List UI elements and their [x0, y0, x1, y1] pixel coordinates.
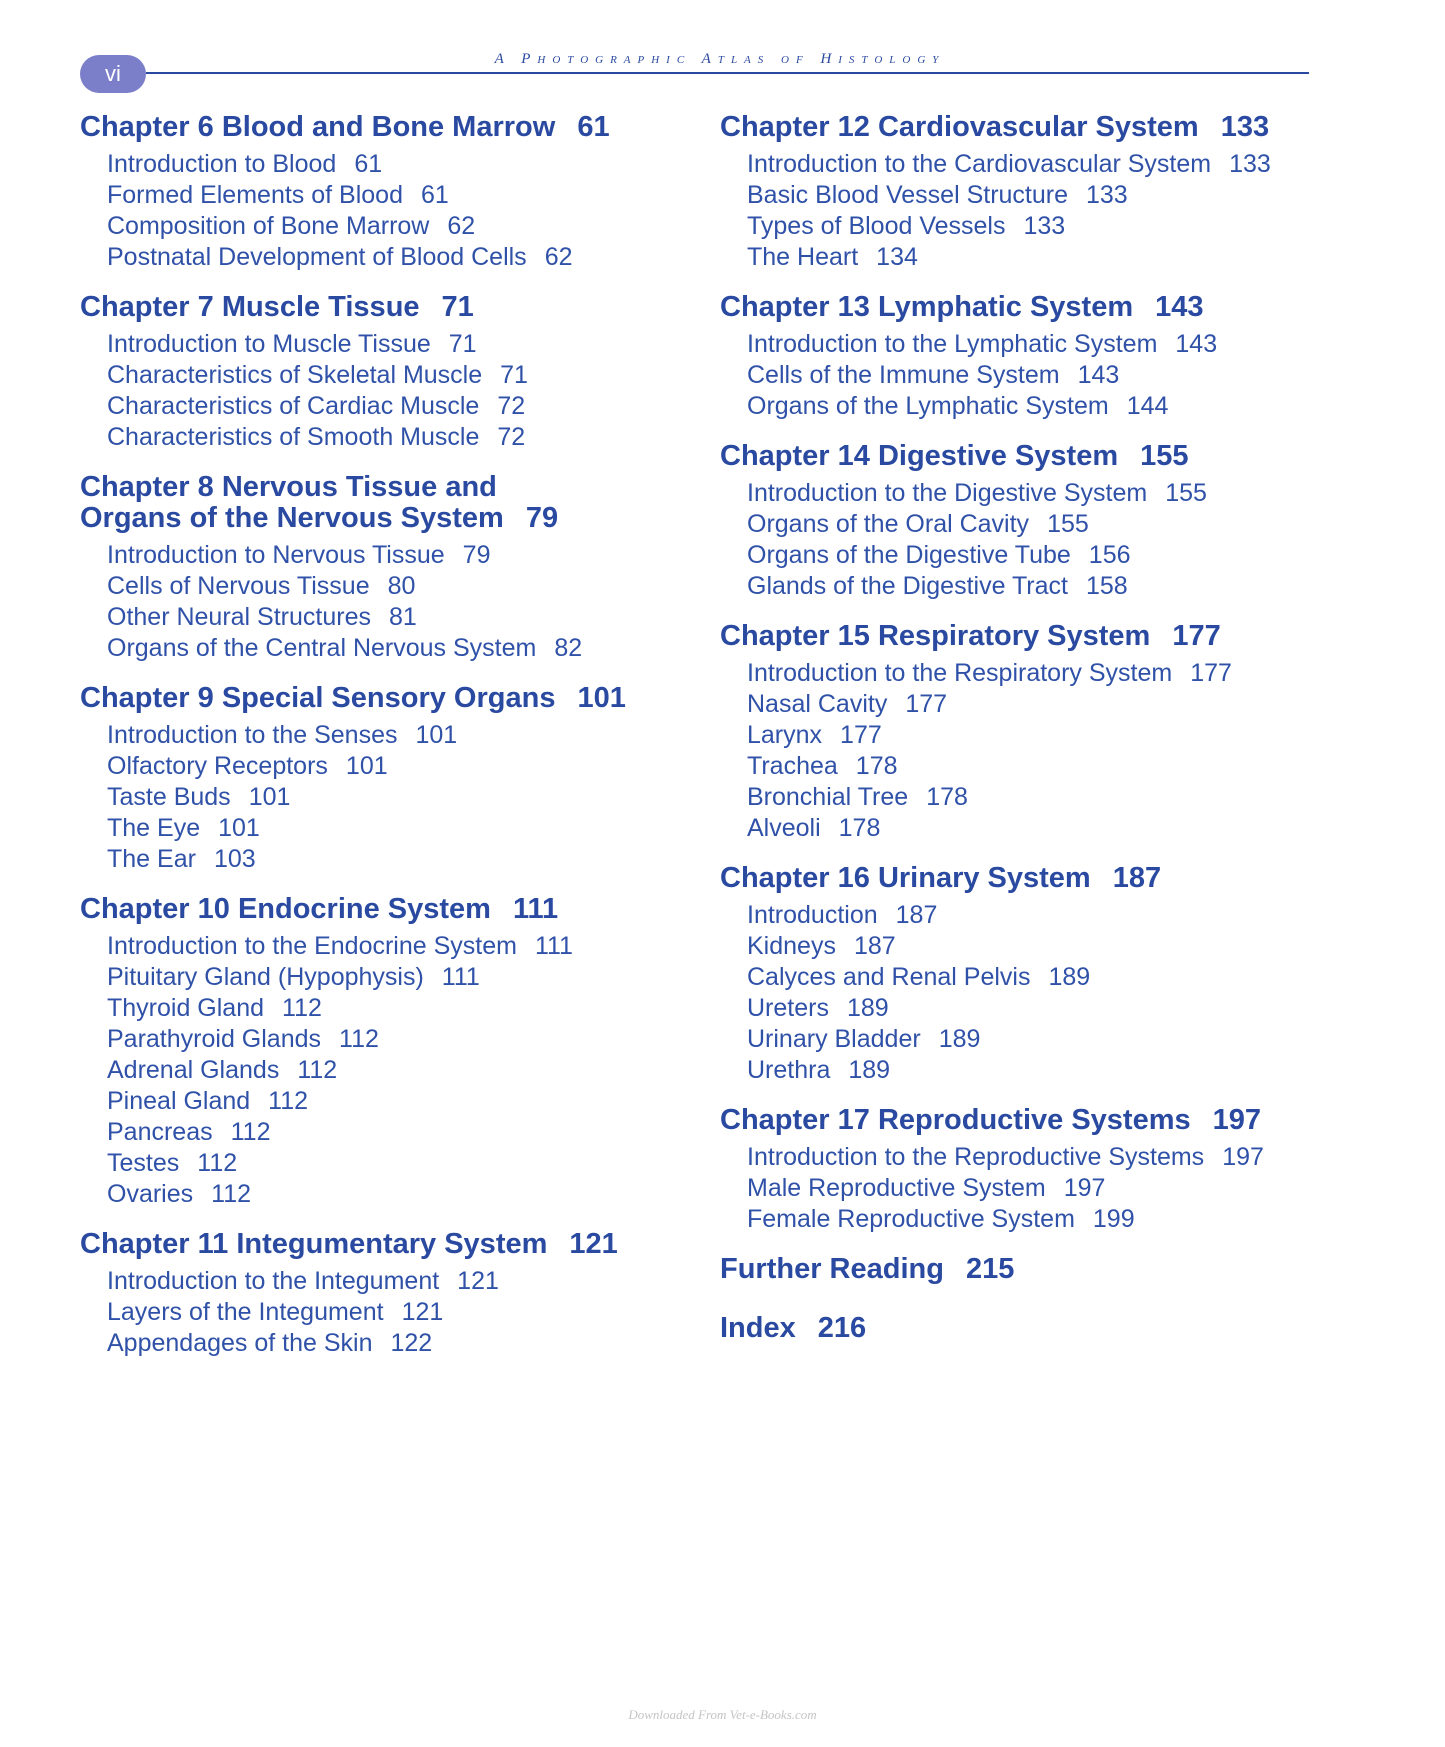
entry-label: Organs of the Digestive Tube — [747, 541, 1071, 569]
toc-entry[interactable] — [107, 931, 690, 962]
toc-entry[interactable] — [107, 1024, 690, 1055]
entry-label: Introduction to the Lymphatic System — [747, 330, 1158, 358]
header-rule — [146, 72, 1309, 74]
toc-entry[interactable] — [747, 242, 1340, 273]
entry-label: Characteristics of Smooth Muscle — [107, 423, 480, 451]
toc-entry[interactable] — [747, 540, 1340, 571]
toc-chapter — [720, 1105, 1340, 1235]
entry-label: Types of Blood Vessels — [747, 212, 1006, 240]
toc-entry[interactable] — [107, 993, 690, 1024]
entry-page: 155 — [1165, 479, 1207, 507]
chapter-page: 155 — [1140, 440, 1189, 472]
chapter-page: 121 — [569, 1228, 618, 1260]
entry-label: Introduction to the Cardiovascular System — [747, 150, 1212, 178]
entry-page: 112 — [282, 994, 322, 1022]
toc-entry[interactable] — [747, 1024, 1340, 1055]
toc-entry[interactable] — [747, 1055, 1340, 1086]
entry-page: 71 — [448, 330, 477, 358]
chapter-title[interactable] — [80, 292, 690, 323]
toc-chapter — [80, 292, 690, 453]
entry-page: 197 — [1222, 1143, 1264, 1171]
entry-page: 112 — [197, 1149, 238, 1177]
entry-label: Organs of the Oral Cavity — [747, 510, 1030, 538]
toc-entry[interactable] — [107, 844, 690, 875]
toc-chapter — [720, 441, 1340, 602]
entry-label: Thyroid Gland — [107, 994, 265, 1022]
page-number-badge: vi — [80, 55, 146, 93]
entry-label: Introduction to the Senses — [107, 721, 398, 749]
chapter-title-text: Chapter 15 Respiratory System — [720, 620, 1151, 652]
entry-page: 189 — [848, 1056, 891, 1084]
toc-left-column — [80, 112, 690, 1378]
toc-index[interactable] — [720, 1313, 1340, 1344]
toc-entry[interactable] — [107, 1117, 690, 1148]
toc-entry[interactable] — [107, 1266, 690, 1297]
toc-entry[interactable] — [107, 1055, 690, 1086]
toc-entry[interactable] — [747, 658, 1340, 689]
toc-entry[interactable] — [747, 931, 1340, 962]
entry-page: 156 — [1088, 541, 1131, 569]
chapter-title-text: Organs of the Nervous System — [80, 502, 504, 534]
entry-label: Introduction to Muscle Tissue — [107, 330, 431, 358]
entry-label: Testes — [107, 1149, 180, 1177]
entry-label: Parathyroid Glands — [107, 1025, 322, 1053]
chapter-title-text: Chapter 16 Urinary System — [720, 862, 1091, 894]
toc-chapter — [80, 112, 690, 273]
toc-entry[interactable] — [107, 540, 690, 571]
entry-label: Cells of Nervous Tissue — [107, 572, 370, 600]
entry-label: Cells of the Immune System — [747, 361, 1060, 389]
chapter-title-text: Chapter 17 Reproductive Systems — [720, 1104, 1191, 1136]
entry-label: Male Reproductive System — [747, 1174, 1046, 1202]
entry-label: Nasal Cavity — [747, 690, 888, 718]
entry-page: 112 — [230, 1118, 271, 1146]
entry-page: 178 — [855, 752, 898, 780]
entry-page: 112 — [268, 1087, 309, 1115]
entry-page: 61 — [420, 181, 449, 209]
chapter-title-text: Chapter 7 Muscle Tissue — [80, 291, 420, 323]
watermark: Downloaded From Vet-e-Books.com — [628, 1707, 817, 1722]
entry-page: 133 — [1023, 212, 1066, 240]
chapter-title-text: Chapter 11 Integumentary System — [80, 1228, 548, 1260]
chapter-title[interactable] — [720, 863, 1340, 894]
entry-page: 177 — [840, 721, 882, 749]
entry-label: Introduction to the Integument — [107, 1267, 440, 1295]
chapter-title[interactable] — [720, 292, 1340, 323]
chapter-title[interactable] — [720, 621, 1340, 652]
entry-page: 82 — [554, 634, 583, 662]
entry-label: Olfactory Receptors — [107, 752, 328, 780]
toc-entry[interactable] — [107, 1328, 690, 1359]
right-chapters — [720, 112, 1340, 1235]
entry-page: 187 — [853, 932, 896, 960]
entry-label: Larynx — [747, 721, 823, 749]
chapter-title-text: Chapter 13 Lymphatic System — [720, 291, 1134, 323]
entry-label: Adrenal Glands — [107, 1056, 280, 1084]
entry-page: 72 — [497, 423, 526, 451]
further-reading-label: Further Reading — [720, 1253, 944, 1285]
entry-label: Characteristics of Cardiac Muscle — [107, 392, 480, 420]
entry-page: 112 — [211, 1180, 251, 1208]
chapter-title-line[interactable]: Chapter 8 Nervous Tissue and — [80, 471, 497, 503]
chapter-page: 71 — [441, 291, 474, 323]
toc-entry[interactable] — [747, 1173, 1340, 1204]
entry-page: 133 — [1229, 150, 1271, 178]
toc-entry[interactable] — [107, 962, 690, 993]
entry-label: Trachea — [747, 752, 838, 780]
toc-chapter — [80, 683, 690, 875]
chapter-page: 133 — [1220, 111, 1270, 143]
toc-entry[interactable] — [747, 993, 1340, 1024]
toc-chapter — [720, 112, 1340, 273]
entry-page: 189 — [938, 1025, 981, 1053]
toc-chapter — [80, 894, 690, 1210]
entry-label: The Eye — [107, 814, 201, 842]
toc-chapter — [80, 472, 690, 664]
entry-page: 79 — [462, 541, 491, 569]
entry-page: 111 — [534, 932, 573, 960]
entry-label: Introduction to the Digestive System — [747, 479, 1148, 507]
chapter-title[interactable] — [80, 683, 690, 714]
entry-page: 178 — [838, 814, 881, 842]
toc-entry[interactable] — [747, 360, 1340, 391]
entry-page: 189 — [846, 994, 889, 1022]
toc-entry[interactable] — [747, 813, 1340, 844]
toc-entry[interactable] — [107, 391, 690, 422]
entry-label: Pituitary Gland (Hypophysis) — [107, 963, 424, 991]
toc-entry[interactable] — [747, 782, 1340, 813]
toc-entry[interactable] — [107, 720, 690, 751]
toc-entry[interactable] — [107, 180, 690, 211]
further-reading-page: 215 — [965, 1253, 1015, 1285]
entry-page: 112 — [297, 1056, 338, 1084]
toc-entry[interactable] — [747, 900, 1340, 931]
entry-label: Alveoli — [747, 814, 821, 842]
entry-page: 101 — [248, 783, 291, 811]
toc-entry[interactable] — [747, 391, 1340, 422]
entry-page: 143 — [1077, 361, 1120, 389]
entry-page: 80 — [387, 572, 416, 600]
entry-label: Organs of the Central Nervous System — [107, 634, 537, 662]
chapter-page: 101 — [577, 682, 626, 714]
toc-entry[interactable] — [107, 422, 690, 453]
entry-label: Formed Elements of Blood — [107, 181, 403, 209]
entry-label: Postnatal Development of Blood Cells — [107, 243, 527, 271]
toc-entry[interactable] — [107, 1086, 690, 1117]
toc-entry[interactable] — [747, 211, 1340, 242]
entry-label: Calyces and Renal Pelvis — [747, 963, 1031, 991]
index-label: Index — [720, 1312, 796, 1344]
toc-entry[interactable] — [107, 242, 690, 273]
entry-page: 111 — [441, 963, 480, 991]
chapter-title[interactable] — [80, 112, 690, 143]
entry-page: 112 — [339, 1025, 379, 1053]
toc-chapter — [720, 621, 1340, 844]
entry-label: Ureters — [747, 994, 829, 1022]
entry-label: Introduction to Nervous Tissue — [107, 541, 445, 569]
chapter-page: 79 — [525, 502, 559, 534]
toc-right-column — [720, 112, 1340, 1372]
chapter-page: 187 — [1112, 862, 1162, 894]
entry-label: Urinary Bladder — [747, 1025, 921, 1053]
entry-page: 101 — [218, 814, 260, 842]
chapter-title-text: Chapter 10 Endocrine System — [80, 893, 491, 925]
entry-page: 61 — [354, 150, 383, 178]
entry-label: Basic Blood Vessel Structure — [747, 181, 1068, 209]
entry-page: 187 — [895, 901, 938, 929]
entry-label: Pineal Gland — [107, 1087, 251, 1115]
toc-entry[interactable] — [107, 602, 690, 633]
entry-label: Appendages of the Skin — [107, 1329, 373, 1357]
chapter-title[interactable] — [720, 441, 1340, 472]
entry-label: Introduction to the Respiratory System — [747, 659, 1173, 687]
chapter-title[interactable] — [80, 1229, 690, 1260]
entry-label: Urethra — [747, 1056, 831, 1084]
entry-page: 71 — [500, 361, 528, 389]
entry-label: Introduction to the Reproductive Systems — [747, 1143, 1205, 1171]
toc-chapter — [80, 1229, 690, 1359]
entry-page: 178 — [926, 783, 968, 811]
entry-page: 197 — [1063, 1174, 1106, 1202]
toc-entry[interactable] — [747, 571, 1340, 602]
entry-page: 177 — [1190, 659, 1232, 687]
entry-page: 72 — [497, 392, 526, 420]
chapter-page: 111 — [512, 893, 559, 925]
toc-entry[interactable] — [107, 211, 690, 242]
entry-page: 62 — [544, 243, 573, 271]
entry-label: Layers of the Integument — [107, 1298, 384, 1326]
entry-page: 143 — [1175, 330, 1218, 358]
toc-entry[interactable] — [107, 813, 690, 844]
chapter-title-text: Chapter 6 Blood and Bone Marrow — [80, 111, 556, 143]
entry-page: 103 — [213, 845, 256, 873]
entry-page: 62 — [447, 212, 476, 240]
toc-entry[interactable] — [747, 509, 1340, 540]
entry-label: Composition of Bone Marrow — [107, 212, 430, 240]
entry-label: Female Reproductive System — [747, 1205, 1075, 1233]
entry-page: 121 — [457, 1267, 499, 1295]
entry-page: 134 — [876, 243, 918, 271]
toc-entry[interactable] — [107, 1179, 690, 1210]
entry-page: 144 — [1126, 392, 1169, 420]
toc-entry[interactable] — [747, 478, 1340, 509]
toc-entry[interactable] — [107, 1148, 690, 1179]
entry-label: Introduction to Blood — [107, 150, 337, 178]
toc-entry[interactable] — [747, 962, 1340, 993]
toc-entry[interactable] — [107, 329, 690, 360]
entry-page: 122 — [390, 1329, 433, 1357]
running-title: A Photographic Atlas of Histology — [494, 51, 946, 67]
entry-page: 199 — [1092, 1205, 1135, 1233]
toc-entry[interactable] — [747, 689, 1340, 720]
chapter-title-text: Chapter 9 Special Sensory Organs — [80, 682, 556, 714]
entry-label: Pancreas — [107, 1118, 213, 1146]
entry-label: Taste Buds — [107, 783, 231, 811]
toc-entry[interactable] — [107, 1297, 690, 1328]
toc-entry[interactable] — [107, 782, 690, 813]
entry-page: 189 — [1048, 963, 1091, 991]
toc-chapter — [720, 863, 1340, 1086]
toc-chapter — [720, 292, 1340, 422]
entry-page: 101 — [415, 721, 458, 749]
entry-label: Introduction to the Endocrine System — [107, 932, 517, 960]
chapter-page: 143 — [1155, 291, 1204, 323]
entry-page: 121 — [401, 1298, 444, 1326]
toc-entry[interactable] — [107, 633, 690, 664]
entry-label: Kidneys — [747, 932, 836, 960]
chapter-title[interactable] — [80, 503, 690, 534]
toc-entry[interactable] — [747, 751, 1340, 782]
toc-entry[interactable] — [107, 571, 690, 602]
chapter-title-text: Chapter 14 Digestive System — [720, 440, 1119, 472]
toc-entry[interactable] — [747, 1204, 1340, 1235]
chapter-title[interactable] — [720, 112, 1340, 143]
chapter-page: 177 — [1172, 620, 1221, 652]
toc-entry[interactable] — [107, 149, 690, 180]
entry-label: Other Neural Structures — [107, 603, 371, 631]
chapter-title[interactable] — [720, 1105, 1340, 1136]
chapter-title-text: Chapter 12 Cardiovascular System — [720, 111, 1199, 143]
entry-label: The Heart — [747, 243, 859, 271]
toc-entry[interactable] — [747, 329, 1340, 360]
toc-entry[interactable] — [747, 1142, 1340, 1173]
entry-label: Characteristics of Skeletal Muscle — [107, 361, 483, 389]
toc-entry[interactable] — [747, 180, 1340, 211]
entry-label: Ovaries — [107, 1180, 194, 1208]
entry-label: Glands of the Digestive Tract — [747, 572, 1068, 600]
toc-entry[interactable] — [107, 751, 690, 782]
chapter-page: 197 — [1212, 1104, 1262, 1136]
toc-entry[interactable] — [107, 360, 690, 391]
entry-page: 133 — [1086, 181, 1128, 209]
entry-page: 155 — [1047, 510, 1089, 538]
entry-page: 158 — [1085, 572, 1128, 600]
toc-entry[interactable] — [747, 720, 1340, 751]
entry-page: 101 — [345, 752, 388, 780]
page-header — [80, 48, 1310, 98]
entry-label: Organs of the Lymphatic System — [747, 392, 1109, 420]
entry-page: 177 — [905, 690, 948, 718]
chapter-page: 61 — [577, 111, 610, 143]
entry-page: 81 — [389, 603, 417, 631]
chapter-title[interactable] — [80, 894, 690, 925]
toc-entry[interactable] — [747, 149, 1340, 180]
entry-label: Bronchial Tree — [747, 783, 909, 811]
toc-further-reading[interactable] — [720, 1254, 1340, 1285]
index-page: 216 — [817, 1312, 867, 1344]
entry-label: Introduction — [747, 901, 878, 929]
entry-label: The Ear — [107, 845, 196, 873]
